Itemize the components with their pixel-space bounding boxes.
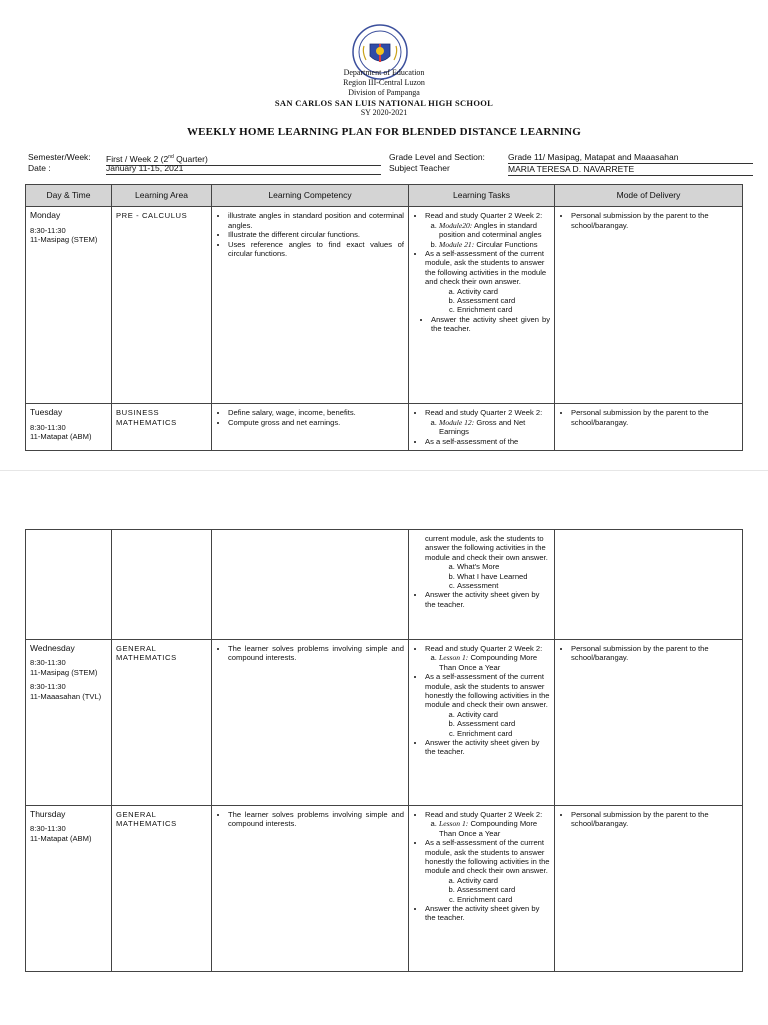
task-item: • Read and study Quarter 2 Week 2: a. Lesson 1: Compounding More Than Once a Year xyxy=(425,810,550,838)
delivery-cell xyxy=(555,640,743,806)
plan-table-page-2 xyxy=(25,529,743,972)
day-name: Wednesday xyxy=(30,643,75,653)
header-school: SAN CARLOS SAN LUIS NATIONAL HIGH SCHOOL xyxy=(274,98,494,108)
table-header-row xyxy=(26,185,743,207)
time-slot: 8:30-11:30 xyxy=(30,422,66,432)
tasks-cell xyxy=(409,640,555,806)
time-slot: 8:30-11:30 xyxy=(30,225,66,235)
page-title: WEEKLY HOME LEARNING PLAN FOR BLENDED DISTANCE LEARNING xyxy=(186,126,582,138)
task-item: • Read and study Quarter 2 Week 2: a. Module20: Angles in standard position and coterminal angles b. Module 21: Circular Functions xyxy=(425,211,550,249)
section-name: 11-Matapat (ABM) xyxy=(30,432,92,442)
activity-item: b. Assessment card xyxy=(457,719,550,728)
competency-cell xyxy=(212,806,409,972)
task-subitem: a. Module 12: Gross and Net Earnings xyxy=(439,418,550,437)
activity-item: c. Enrichment card xyxy=(457,729,550,738)
day-name: Tuesday xyxy=(30,407,63,418)
task-item: • As a self-assessment of the xyxy=(425,437,550,446)
learning-area-cell: GENERAL MATHEMATICS xyxy=(112,640,212,806)
time-slot: 8:30-11:30 xyxy=(30,682,66,692)
day-cell xyxy=(26,404,112,451)
section-name: 11-Masipag (STEM) xyxy=(30,667,98,677)
header-division: Division of Pampanga xyxy=(348,88,420,97)
competency-cell xyxy=(212,404,409,451)
task-item: • Answer the activity sheet given by the teacher. xyxy=(425,904,550,923)
learning-area-cell: BUSINESS MATHEMATICS xyxy=(112,404,212,451)
delivery-cell xyxy=(555,207,743,404)
learning-area-cell: PRE - CALCULUS xyxy=(112,207,212,404)
day-cell xyxy=(26,530,112,640)
semester-value: First / Week 2 (2nd Quarter) xyxy=(106,152,381,166)
competency-item: • The learner solves problems involving simple and compound interests. xyxy=(228,810,404,829)
competency-item: • The learner solves problems involving simple and compound interests. xyxy=(228,644,404,663)
table-row-tuesday-continued xyxy=(26,530,743,640)
competency-item: • Define salary, wage, income, benefits. xyxy=(228,408,404,417)
teacher-label: Subject Teacher xyxy=(389,163,450,173)
section-name: 11-Maaasahan (TVL) xyxy=(30,691,102,701)
task-continued: current module, ask the students to answer the following activities in the module and check their own answer. xyxy=(425,534,548,562)
table-row-wednesday xyxy=(26,640,743,806)
date-value: January 11-15, 2021 xyxy=(106,163,381,175)
header-day-time: Day & Time xyxy=(26,185,112,207)
day-name: Thursday xyxy=(30,809,66,819)
activity-item: c. Enrichment card xyxy=(457,895,550,904)
delivery-cell xyxy=(555,404,743,451)
tasks-cell xyxy=(409,530,555,640)
activity-item: a. Activity card xyxy=(457,287,550,296)
tasks-cell xyxy=(409,806,555,972)
header-sy: SY 2020-2021 xyxy=(360,108,408,117)
delivery-item: • Personal submission by the parent to the school/barangay. xyxy=(571,211,738,230)
time-slot: 8:30-11:30 xyxy=(30,824,66,834)
section-name: 11-Masipag (STEM) xyxy=(30,235,98,245)
competency-item: • Compute gross and net earnings. xyxy=(228,418,404,427)
table-row-thursday xyxy=(26,806,743,972)
competency-item: • illustrate angles in standard position and coterminal angles. xyxy=(228,211,404,230)
competency-cell xyxy=(212,640,409,806)
delivery-item: • Personal submission by the parent to the school/barangay. xyxy=(571,810,738,829)
delivery-cell xyxy=(555,806,743,972)
task-item: • As a self-assessment of the current module, ask the students to answer honestly the following activities in the module and check their own answer. xyxy=(425,838,550,876)
delivery-cell xyxy=(555,530,743,640)
task-item: • As a self-assessment of the current module, ask the students to answer honestly the following activities in the module and check their own answer. xyxy=(425,672,550,710)
task-subitem: a. Module20: Angles in standard position and coterminal angles xyxy=(439,221,550,240)
task-item: • Answer the activity sheet given by the teacher. xyxy=(425,590,550,609)
competency-item: • Illustrate the different circular functions. xyxy=(228,230,404,239)
activity-item: a. Activity card xyxy=(457,876,550,885)
grade-value: Grade 11/ Masipag, Matapat and Maaasahan xyxy=(508,152,679,162)
task-item: • Answer the activity sheet given by the teacher. xyxy=(425,738,550,757)
task-item: • Read and study Quarter 2 Week 2: a. Lesson 1: Compounding More Than Once a Year xyxy=(425,644,550,672)
activity-item: b. What I have Learned xyxy=(457,572,550,581)
learning-area-cell xyxy=(112,530,212,640)
day-cell xyxy=(26,806,112,972)
header-mode-of-delivery: Mode of Delivery xyxy=(555,185,743,207)
header-department: Department of Education xyxy=(343,68,425,77)
teacher-value: MARIA TERESA D. NAVARRETE xyxy=(508,163,753,176)
learning-area-cell: GENERAL MATHEMATICS xyxy=(112,806,212,972)
tasks-cell xyxy=(409,404,555,451)
delivery-item: • Personal submission by the parent to the school/barangay. xyxy=(571,644,738,663)
task-subitem: a. Lesson 1: Compounding More Than Once a Year xyxy=(439,653,550,672)
section-name: 11-Matapat (ABM) xyxy=(30,833,92,843)
header-learning-tasks: Learning Tasks xyxy=(409,185,555,207)
competency-cell xyxy=(212,207,409,404)
page-2 xyxy=(0,470,768,1025)
header-learning-area: Learning Area xyxy=(112,185,212,207)
task-subitem: a. Lesson 1: Compounding More Than Once a Year xyxy=(439,819,550,838)
day-cell xyxy=(26,207,112,404)
table-row-tuesday xyxy=(26,404,743,451)
competency-cell xyxy=(212,530,409,640)
day-cell xyxy=(26,640,112,806)
activity-item: b. Assessment card xyxy=(457,296,550,305)
day-name: Monday xyxy=(30,210,61,221)
task-subitem: b. Module 21: Circular Functions xyxy=(439,240,550,249)
task-item: • Read and study Quarter 2 Week 2: a. Module 12: Gross and Net Earnings xyxy=(425,408,550,436)
semester-label: Semester/Week: xyxy=(28,152,91,162)
activity-item: c. Assessment xyxy=(457,581,550,590)
grade-label: Grade Level and Section: xyxy=(389,152,485,162)
activity-item: a. What's More xyxy=(457,562,550,571)
header-learning-competency: Learning Competency xyxy=(212,185,409,207)
date-label: Date : xyxy=(28,163,51,173)
page-1 xyxy=(0,0,768,470)
table-row-monday xyxy=(26,207,743,404)
task-item: • Answer the activity sheet given by the teacher. xyxy=(431,315,550,334)
plan-table-page-1 xyxy=(25,184,743,451)
task-item: • As a self-assessment of the current module, ask the students to answer the following activities in the module and check their own answer. xyxy=(425,249,550,287)
time-slot: 8:30-11:30 xyxy=(30,658,66,668)
activity-item: c. Enrichment card xyxy=(457,305,550,314)
header-region: Region III-Central Luzon xyxy=(343,78,425,87)
activity-item: a. Activity card xyxy=(457,710,550,719)
activity-item: b. Assessment card xyxy=(457,885,550,894)
delivery-item: • Personal submission by the parent to the school/barangay. xyxy=(571,408,738,427)
tasks-cell xyxy=(409,207,555,404)
competency-item: • Uses reference angles to find exact values of circular functions. xyxy=(228,240,404,259)
